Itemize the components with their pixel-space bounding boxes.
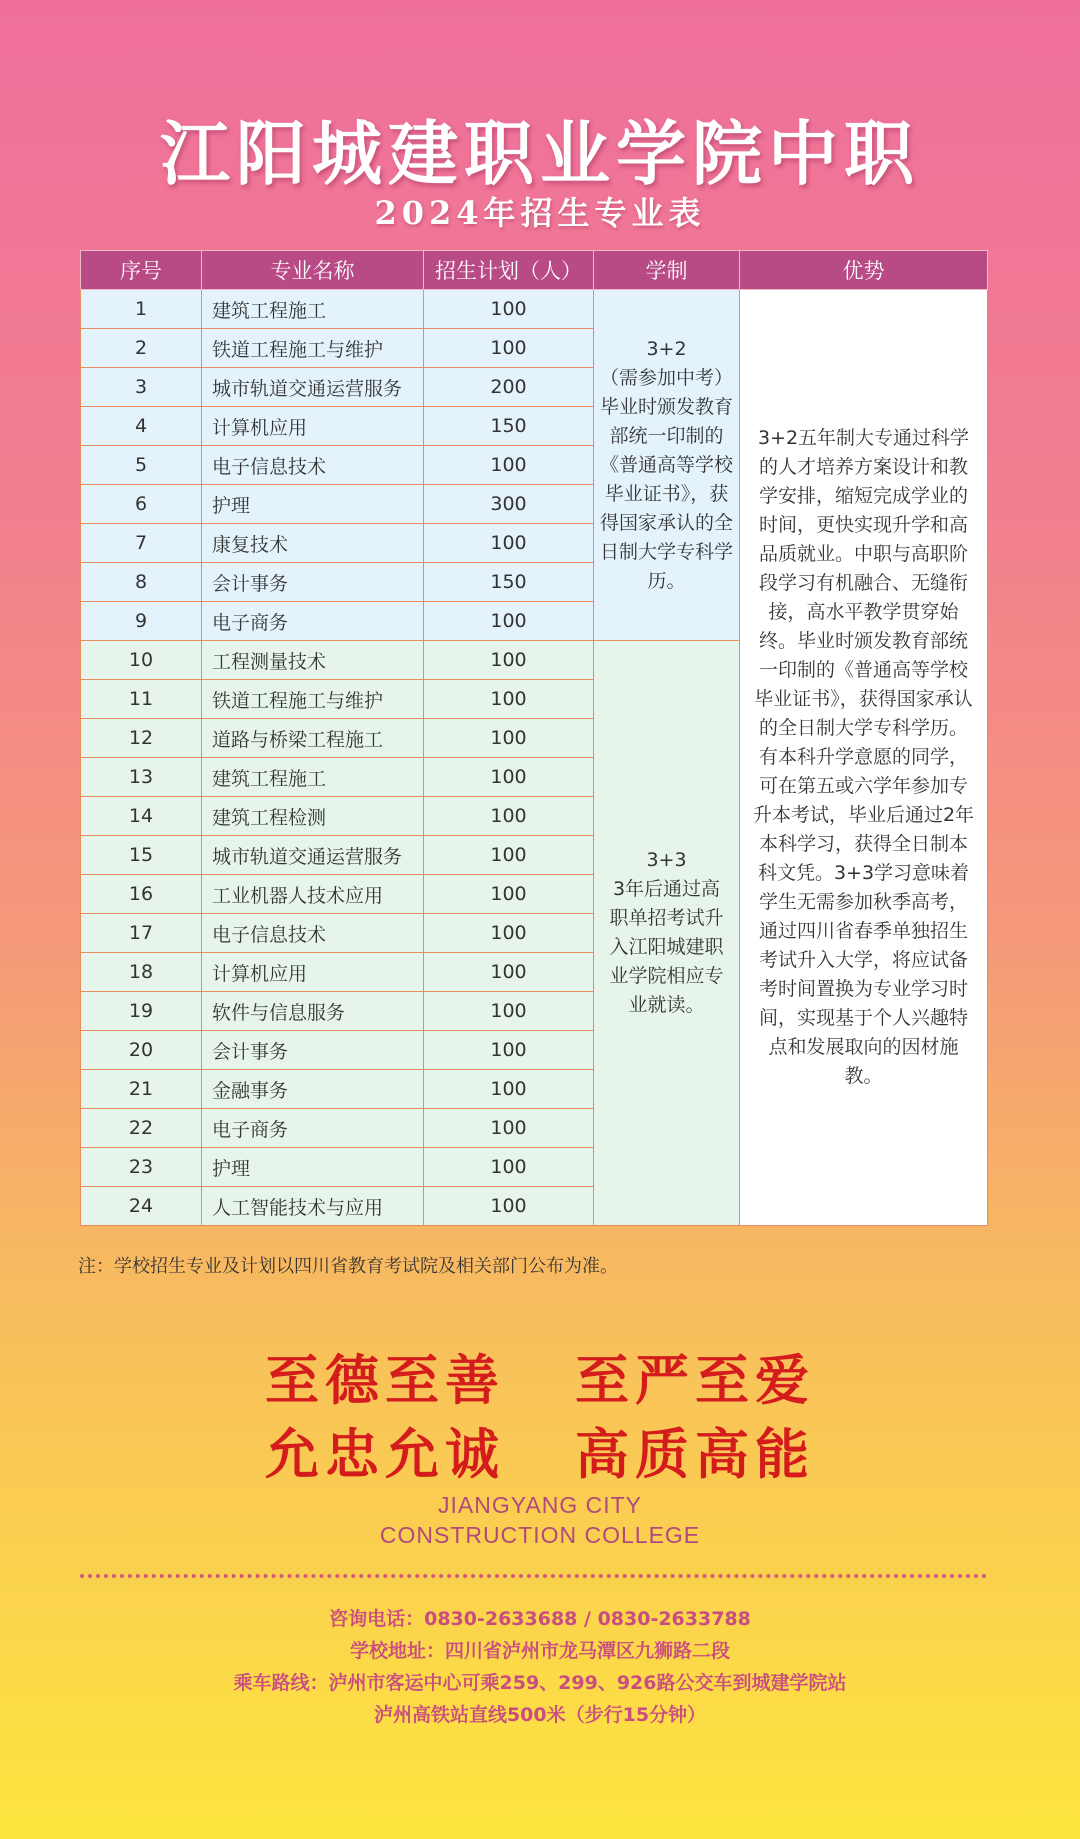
enrollment-plan: 100 (424, 992, 594, 1031)
row-number: 15 (81, 836, 202, 875)
slogan-4: 高质高能 (575, 1422, 815, 1486)
enrollment-plan: 100 (424, 719, 594, 758)
row-number: 5 (81, 446, 202, 485)
contact-route-2: 泸州高铁站直线500米（步行15分钟） (373, 1704, 707, 1726)
enrollment-plan: 100 (424, 1031, 594, 1070)
row-number: 14 (81, 797, 202, 836)
row-number: 16 (81, 875, 202, 914)
header-major: 专业名称 (202, 251, 424, 290)
major-name: 护理 (202, 485, 424, 524)
enrollment-plan: 150 (424, 563, 594, 602)
row-number: 17 (81, 914, 202, 953)
major-name: 铁道工程施工与维护 (202, 329, 424, 368)
major-name: 工业机器人技术应用 (202, 875, 424, 914)
contact-address: 学校地址：四川省泸州市龙马潭区九狮路二段 (349, 1640, 730, 1662)
row-number: 6 (81, 485, 202, 524)
row-number: 13 (81, 758, 202, 797)
enrollment-plan: 300 (424, 485, 594, 524)
enrollment-plan: 100 (424, 758, 594, 797)
enrollment-plan: 100 (424, 953, 594, 992)
header-advantage: 优势 (740, 251, 988, 290)
major-name: 护理 (202, 1148, 424, 1187)
row-number: 23 (81, 1148, 202, 1187)
header-plan: 招生计划（人） (424, 251, 594, 290)
major-name: 建筑工程施工 (202, 290, 424, 329)
major-name: 软件与信息服务 (202, 992, 424, 1031)
header-no: 序号 (81, 251, 202, 290)
enrollment-plan: 100 (424, 290, 594, 329)
row-number: 22 (81, 1109, 202, 1148)
enrollment-plan: 200 (424, 368, 594, 407)
enrollment-plan: 150 (424, 407, 594, 446)
enrollment-plan: 100 (424, 1148, 594, 1187)
system-3plus2-text: 3+2 （需参加中考） 毕业时颁发教育 部统一印制的 《普通高等学校 毕业证书》，获 得国家承认的全 日制大学专科学 历。 (600, 337, 734, 592)
enrollment-plan: 100 (424, 641, 594, 680)
advantage-text: 3+2五年制大专通过科学的人才培养方案设计和教学安排，缩短完成学业的时间，更快实现升学和高品质就业。中职与高职阶段学习有机融合、无缝衔接，高水平教学贯穿始终。毕业时颁发教育部统一印制的《普通高等学校毕业证书》，获得国家承认的全日制大学专科学历。有本科升学意愿的同学，可在第五或六学年参加专升本考试，毕业后通过2年本科学习，获得全日制本科文凭。3+3学习意味着学生无需参加秋季高考，通过四川省春季单独招生考试升入大学，将应试备考时间置换为专业学习时间，实现基于个人兴趣特点和发展取向的因材施教。 (740, 290, 988, 1226)
slogan-3: 允忠允诚 (265, 1422, 505, 1486)
major-name: 铁道工程施工与维护 (202, 680, 424, 719)
major-name: 建筑工程检测 (202, 797, 424, 836)
english-name-line-1: JIANGYANG CITY (438, 1492, 642, 1518)
enrollment-plan: 100 (424, 914, 594, 953)
row-number: 18 (81, 953, 202, 992)
page-title: 江阳城建职业学院中职 (160, 112, 920, 195)
major-name: 道路与桥梁工程施工 (202, 719, 424, 758)
row-number: 20 (81, 1031, 202, 1070)
major-name: 会计事务 (202, 1031, 424, 1070)
row-number: 24 (81, 1187, 202, 1226)
header-system: 学制 (594, 251, 740, 290)
system-3plus3 (594, 641, 740, 1226)
row-number: 4 (81, 407, 202, 446)
major-name: 城市轨道交通运营服务 (202, 836, 424, 875)
row-number: 3 (81, 368, 202, 407)
row-number: 12 (81, 719, 202, 758)
contact-route: 乘车路线：泸州市客运中心可乘259、299、926路公交车到城建学院站 (233, 1672, 847, 1694)
major-name: 电子商务 (202, 1109, 424, 1148)
row-number: 8 (81, 563, 202, 602)
major-name: 康复技术 (202, 524, 424, 563)
enrollment-plan: 100 (424, 875, 594, 914)
enrollment-plan: 100 (424, 836, 594, 875)
row-number: 7 (81, 524, 202, 563)
major-name: 城市轨道交通运营服务 (202, 368, 424, 407)
row-number: 10 (81, 641, 202, 680)
system-3plus2 (594, 290, 740, 641)
major-name: 计算机应用 (202, 407, 424, 446)
page-subtitle: 2024年招生专业表 (374, 194, 706, 232)
enrollment-plan: 100 (424, 446, 594, 485)
major-name: 计算机应用 (202, 953, 424, 992)
enrollment-plan: 100 (424, 329, 594, 368)
enrollment-plan: 100 (424, 1187, 594, 1226)
major-name: 金融事务 (202, 1070, 424, 1109)
major-name: 会计事务 (202, 563, 424, 602)
major-name: 电子信息技术 (202, 446, 424, 485)
major-name: 建筑工程施工 (202, 758, 424, 797)
major-name: 人工智能技术与应用 (202, 1187, 424, 1226)
system-3plus3-text: 3+3 3年后通过高 职单招考试升 入江阳城建职 业学院相应专 业就读。 (609, 849, 724, 1016)
enrollment-plan: 100 (424, 1070, 594, 1109)
row-number: 21 (81, 1070, 202, 1109)
major-name: 电子商务 (202, 602, 424, 641)
footnote: 注：学校招生专业及计划以四川省教育考试院及相关部门公布为准。 (78, 1256, 618, 1277)
enrollment-plan: 100 (424, 524, 594, 563)
row-number: 2 (81, 329, 202, 368)
row-number: 11 (81, 680, 202, 719)
row-number: 19 (81, 992, 202, 1031)
dotted-divider (80, 1574, 987, 1578)
contact-phone: 咨询电话：0830-2633688 / 0830-2633788 (329, 1608, 751, 1630)
major-name: 工程测量技术 (202, 641, 424, 680)
english-name-line-2: CONSTRUCTION COLLEGE (379, 1522, 701, 1548)
slogan-line-2 (0, 1412, 1080, 1489)
row-number: 1 (81, 290, 202, 329)
slogan-1: 至德至善 (265, 1348, 505, 1412)
slogan-line-1 (0, 1338, 1080, 1415)
table-row (81, 290, 988, 329)
enrollment-plan: 100 (424, 1109, 594, 1148)
table-header-row (81, 251, 988, 290)
slogan-2: 至严至爱 (575, 1348, 815, 1412)
major-name: 电子信息技术 (202, 914, 424, 953)
enrollment-plan: 100 (424, 602, 594, 641)
enrollment-table (80, 250, 988, 1226)
enrollment-plan: 100 (424, 680, 594, 719)
enrollment-plan: 100 (424, 797, 594, 836)
row-number: 9 (81, 602, 202, 641)
